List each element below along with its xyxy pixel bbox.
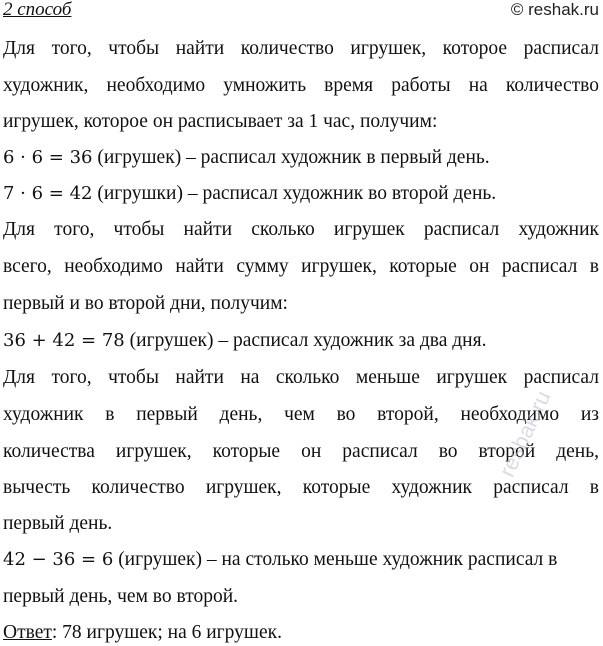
method-title: 2 способ [3, 0, 72, 20]
header [3, 0, 599, 22]
equation-4 [3, 548, 557, 572]
equation-1 [3, 146, 490, 170]
paragraph-3-line-4: вычесть количество игрушек, которые художник расписал в [3, 477, 599, 498]
paragraph-3-line-2: художник в первый день, чем во второй, необходимо из [3, 404, 599, 425]
answer-label: Ответ [3, 622, 52, 643]
equation-4-continuation: первый день, чем во второй. [3, 586, 239, 607]
paragraph-2-line-1: Для того, чтобы найти сколько игрушек расписал художник [3, 219, 599, 240]
equation-2-expression: 7 · 6 = 42 [3, 183, 93, 204]
answer-text: : 78 игрушек; на 6 игрушек. [51, 622, 282, 643]
paragraph-3-line-5: первый день. [3, 513, 113, 534]
equation-2 [3, 182, 496, 206]
equation-4-expression: 42 − 36 = 6 [3, 549, 114, 570]
paragraph-2-line-3: первый и во второй дни, получим: [3, 293, 288, 314]
equation-3-text: (игрушек) – расписал художник за два дня. [124, 330, 487, 351]
equation-1-expression: 6 · 6 = 36 [3, 147, 93, 168]
paragraph-1-line-2: художник, необходимо умножить время работы на количество [3, 75, 599, 96]
paragraph-2-line-2: всего, необходимо найти сумму игрушек, которые он расписал в [3, 256, 599, 277]
paragraph-3-line-3: количества игрушек, которые он расписал во второй день, [3, 441, 599, 462]
equation-1-text: (игрушек) – расписал художник в первый день. [92, 147, 490, 168]
watermark: resbak.ru [494, 386, 556, 481]
equation-3-expression: 36 + 42 = 78 [3, 330, 125, 351]
answer [3, 621, 282, 645]
copyright-notice: © reshak.ru [510, 0, 599, 19]
paragraph-1-line-1: Для того, чтобы найти количество игрушек, которое расписал [3, 38, 599, 59]
equation-3 [3, 329, 486, 353]
equation-4-text: (игрушек) – на столько меньше художник расписал в [113, 549, 558, 570]
paragraph-3-line-1: Для того, чтобы найти на сколько меньше игрушек расписал [3, 367, 599, 388]
paragraph-1-line-3: игрушек, которое он расписывает за 1 час, получим: [3, 111, 438, 132]
equation-2-text: (игрушки) – расписал художник во второй день. [92, 183, 497, 204]
